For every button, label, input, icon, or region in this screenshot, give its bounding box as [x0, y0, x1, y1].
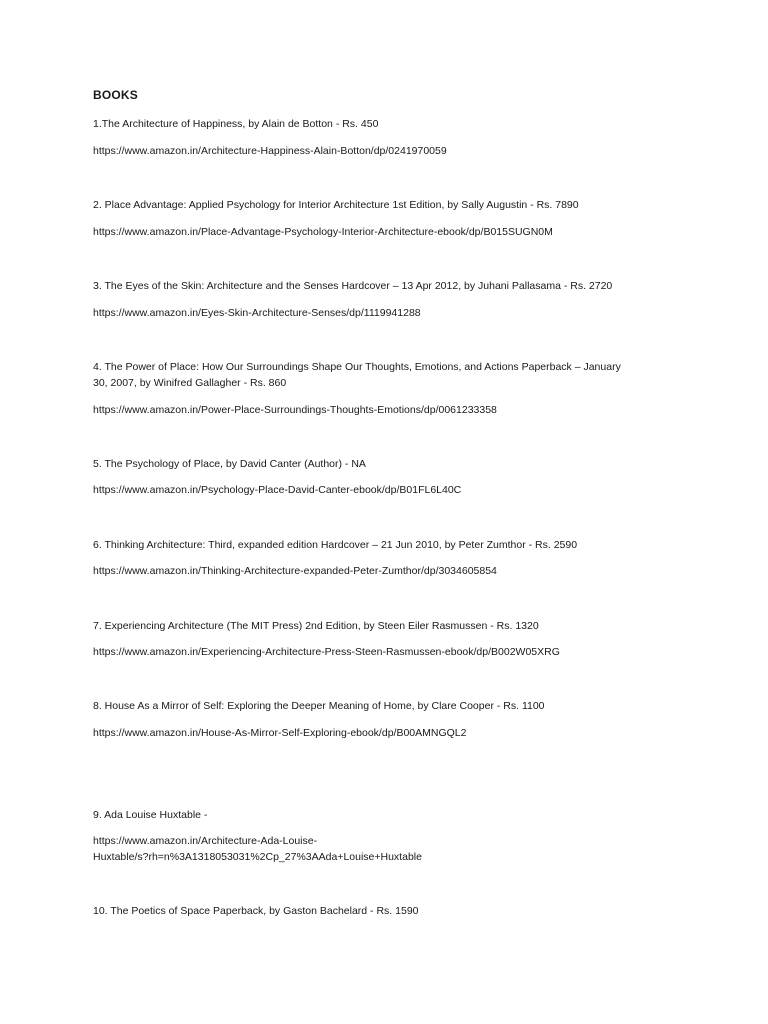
book-3-title: 3. The Eyes of the Skin: Architecture and the Senses Hardcover – 13 Apr 2012, by Juhani Pallasama - Rs. 2720 — [93, 280, 613, 292]
page-heading: BOOKS — [93, 88, 139, 102]
book-7-url[interactable]: https://www.amazon.in/Experiencing-Architecture-Press-Steen-Rasmussen-ebook/dp/B002W05XRG — [93, 646, 560, 658]
book-10-title: 10. The Poetics of Space Paperback, by Gaston Bachelard - Rs. 1590 — [93, 905, 419, 917]
book-1-title: 1.The Architecture of Happiness, by Alain de Botton - Rs. 450 — [93, 118, 379, 130]
book-5-title: 5. The Psychology of Place, by David Canter (Author) - NA — [93, 458, 366, 470]
book-6-url[interactable]: https://www.amazon.in/Thinking-Architecture-expanded-Peter-Zumthor/dp/3034605854 — [93, 565, 497, 577]
book-9-title: 9. Ada Louise Huxtable - — [93, 809, 208, 821]
book-4-url[interactable]: https://www.amazon.in/Power-Place-Surroundings-Thoughts-Emotions/dp/0061233358 — [93, 404, 497, 416]
book-6-title: 6. Thinking Architecture: Third, expanded edition Hardcover – 21 Jun 2010, by Peter Zumthor - Rs. 2590 — [93, 539, 578, 551]
book-8-url[interactable]: https://www.amazon.in/House-As-Mirror-Self-Exploring-ebook/dp/B00AMNGQL2 — [93, 727, 467, 739]
book-2-title: 2. Place Advantage: Applied Psychology for Interior Architecture 1st Edition, by Sally Augustin - Rs. 7890 — [93, 199, 579, 211]
book-8-title: 8. House As a Mirror of Self: Exploring the Deeper Meaning of Home, by Clare Cooper - Rs. 1100 — [93, 700, 545, 712]
book-4-title-line-2: 30, 2007, by Winifred Gallagher - Rs. 860 — [93, 377, 287, 389]
book-4-title-line-1: 4. The Power of Place: How Our Surroundings Shape Our Thoughts, Emotions, and Actions Paperback – January — [93, 361, 621, 373]
book-5-url[interactable]: https://www.amazon.in/Psychology-Place-David-Canter-ebook/dp/B01FL6L40C — [93, 484, 462, 496]
book-3-url[interactable]: https://www.amazon.in/Eyes-Skin-Architecture-Senses/dp/1119941288 — [93, 307, 421, 319]
book-2-url[interactable]: https://www.amazon.in/Place-Advantage-Psychology-Interior-Architecture-ebook/dp/B015SUGN0M — [93, 226, 553, 238]
book-7-title: 7. Experiencing Architecture (The MIT Press) 2nd Edition, by Steen Eiler Rasmussen - Rs. 1320 — [93, 620, 539, 632]
book-9-url-line-1[interactable]: https://www.amazon.in/Architecture-Ada-Louise- — [93, 835, 318, 847]
book-9-url-line-2[interactable]: Huxtable/s?rh=n%3A1318053031%2Cp_27%3AAda+Louise+Huxtable — [93, 851, 422, 863]
book-1-url[interactable]: https://www.amazon.in/Architecture-Happiness-Alain-Botton/dp/0241970059 — [93, 145, 447, 157]
